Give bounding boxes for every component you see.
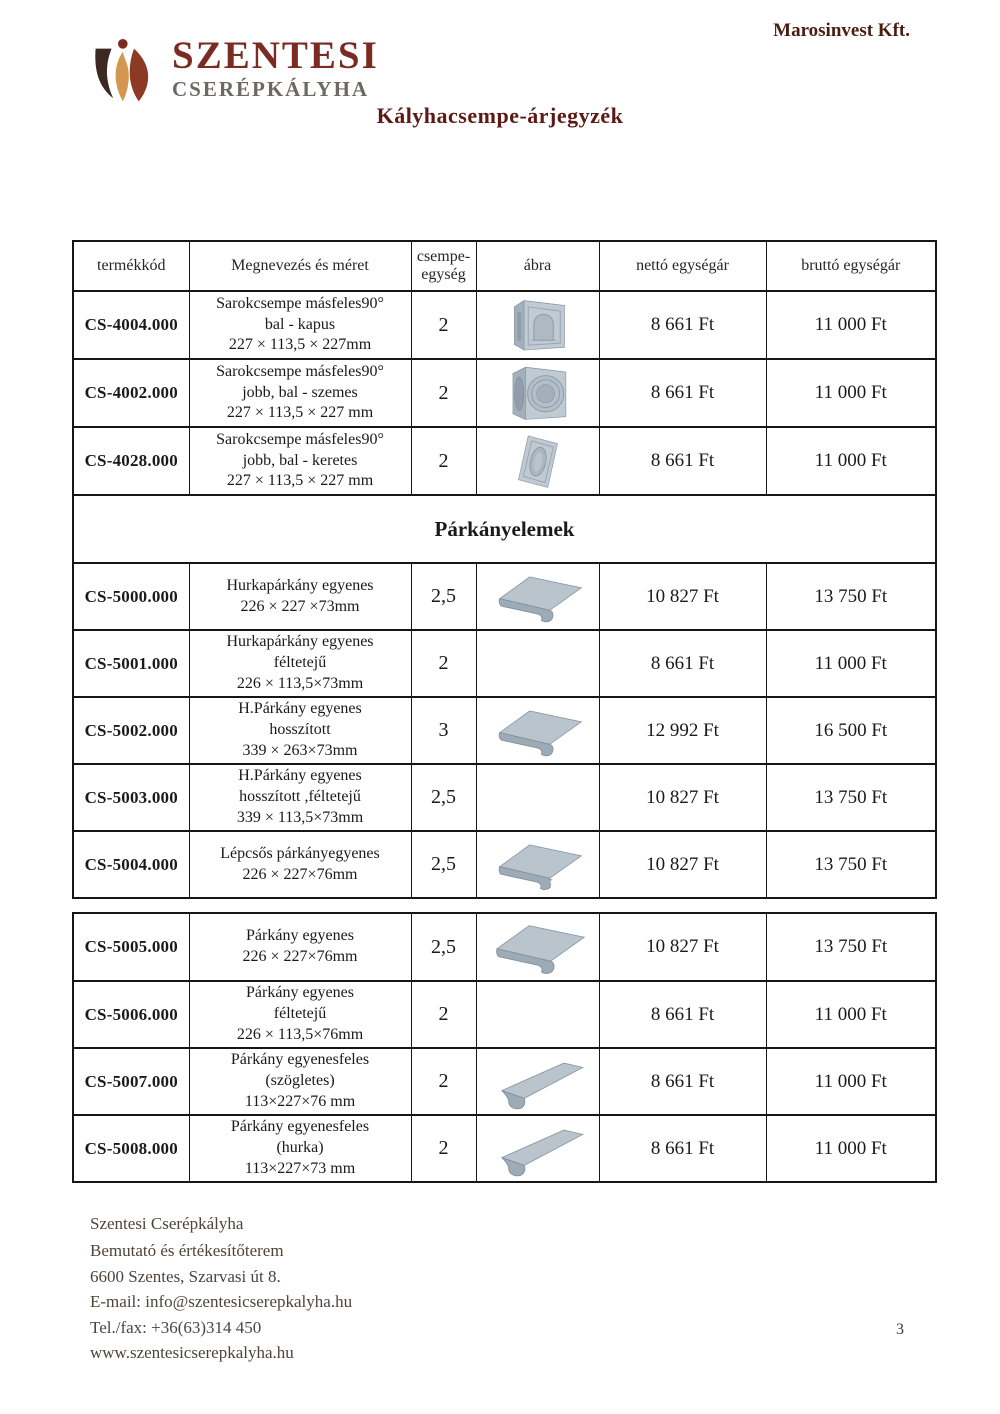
net-price: 10 827 Ft [599, 831, 766, 898]
footer-company-name: Szentesi Cserépkályha [90, 1214, 244, 1233]
product-name: Párkány egyenesfeles (hurka) 113×227×73 mm [189, 1115, 411, 1182]
price-table-upper [72, 240, 937, 899]
product-code: CS-4028.000 [73, 427, 189, 495]
tile-unit-value: 2 [411, 427, 476, 495]
table-row [73, 291, 936, 359]
gross-price: 11 000 Ft [766, 291, 936, 359]
net-price: 10 827 Ft [599, 913, 766, 981]
footer-email: E-mail: info@szentesicserepkalyha.hu [90, 1292, 353, 1312]
gross-price: 16 500 Ft [766, 697, 936, 764]
table-row [73, 913, 936, 981]
product-code: CS-5008.000 [73, 1115, 189, 1182]
product-code: CS-4004.000 [73, 291, 189, 359]
gross-price: 13 750 Ft [766, 764, 936, 831]
product-code: CS-5007.000 [73, 1048, 189, 1115]
gross-price: 11 000 Ft [766, 630, 936, 697]
table-row [73, 697, 936, 764]
product-name: Lépcsős párkányegyenes 226 × 227×76mm [189, 831, 411, 898]
tile-unit-value: 2,5 [411, 831, 476, 898]
tile-unit-value: 2,5 [411, 913, 476, 981]
product-name: Sarokcsempe másfeles90° bal - kapus 227 × 113,5 × 227mm [189, 291, 411, 359]
header-tile-unit: csempe- egység [411, 241, 476, 291]
corner-tile-ring-render [498, 361, 578, 425]
product-name: Hurkapárkány egyenes 226 × 227 ×73mm [189, 563, 411, 630]
page-number: 3 [896, 1321, 904, 1338]
product-image-cell [476, 427, 599, 495]
section-header-row [73, 495, 936, 563]
cornice-render [485, 701, 591, 761]
product-image-cell [476, 913, 599, 981]
product-image-cell [476, 359, 599, 427]
header-image: ábra [476, 241, 599, 291]
product-image-cell-empty [476, 981, 599, 1048]
table-row [73, 764, 936, 831]
flat-tile-oval-render [498, 429, 578, 493]
net-price: 10 827 Ft [599, 764, 766, 831]
tile-unit-value: 2 [411, 630, 476, 697]
product-image-cell [476, 563, 599, 630]
logo-subtitle: CSERÉPKÁLYHA [172, 77, 370, 101]
product-name: Sarokcsempe másfeles90° jobb, bal - keretes 227 × 113,5 × 227 mm [189, 427, 411, 495]
product-code: CS-4002.000 [73, 359, 189, 427]
gross-price: 11 000 Ft [766, 1048, 936, 1115]
gross-price: 13 750 Ft [766, 831, 936, 898]
product-code: CS-5003.000 [73, 764, 189, 831]
net-price: 8 661 Ft [599, 1115, 766, 1182]
table-row [73, 630, 936, 697]
product-image-cell [476, 1115, 599, 1182]
company-logo [86, 28, 379, 114]
cornice-render [485, 567, 591, 627]
header-product-code: termékkód [73, 241, 189, 291]
document-title: Kályhacsempe-árjegyzék [376, 103, 624, 128]
tile-unit-value: 2 [411, 359, 476, 427]
table-row [73, 981, 936, 1048]
footer-showroom: Bemutató és értékesítőterem [90, 1241, 284, 1261]
cornice-long-render [483, 1118, 593, 1180]
header-net-price: nettó egységár [599, 241, 766, 291]
net-price: 8 661 Ft [599, 291, 766, 359]
table-row [73, 831, 936, 898]
price-table-lower [72, 912, 937, 1183]
product-image-cell [476, 831, 599, 898]
gross-price: 11 000 Ft [766, 359, 936, 427]
product-name: Sarokcsempe másfeles90° jobb, bal - szemes 227 × 113,5 × 227 mm [189, 359, 411, 427]
product-image-cell [476, 697, 599, 764]
cornice-step-render [485, 835, 591, 895]
product-name: Párkány egyenes féltetejű 226 × 113,5×76mm [189, 981, 411, 1048]
footer-phone: Tel./fax: +36(63)314 450 [90, 1317, 262, 1337]
tile-unit-value: 2 [411, 1048, 476, 1115]
corner-tile-arch-render [498, 293, 578, 357]
tile-unit-value: 2,5 [411, 764, 476, 831]
product-code: CS-5005.000 [73, 913, 189, 981]
footer-contact-block [90, 1211, 352, 1365]
gross-price: 13 750 Ft [766, 913, 936, 981]
table-row [73, 1115, 936, 1182]
gross-price: 11 000 Ft [766, 981, 936, 1048]
footer-address: 6600 Szentes, Szarvasi út 8. [90, 1266, 281, 1286]
tile-unit-value: 2,5 [411, 563, 476, 630]
gross-price: 13 750 Ft [766, 563, 936, 630]
product-image-cell-empty [476, 764, 599, 831]
product-image-cell-empty [476, 630, 599, 697]
tile-unit-value: 2 [411, 1115, 476, 1182]
footer-website: www.szentesicserepkalyha.hu [90, 1343, 294, 1363]
net-price: 12 992 Ft [599, 697, 766, 764]
net-price: 8 661 Ft [599, 981, 766, 1048]
tile-unit-value: 2 [411, 981, 476, 1048]
product-code: CS-5006.000 [73, 981, 189, 1048]
gross-price: 11 000 Ft [766, 427, 936, 495]
net-price: 8 661 Ft [599, 1048, 766, 1115]
tile-unit-value: 2 [411, 291, 476, 359]
table-row [73, 359, 936, 427]
net-price: 10 827 Ft [599, 563, 766, 630]
product-code: CS-5000.000 [73, 563, 189, 630]
product-image-cell [476, 1048, 599, 1115]
product-code: CS-5002.000 [73, 697, 189, 764]
flame-logo-icon [86, 28, 166, 114]
product-name: Párkány egyenesfeles (szögletes) 113×227×76 mm [189, 1048, 411, 1115]
header-name-size: Megnevezés és méret [189, 241, 411, 291]
logo-title: SZENTESI [172, 34, 379, 77]
product-name: H.Párkány egyenes hosszított ,féltetejű 339 × 113,5×73mm [189, 764, 411, 831]
cornice-render [479, 915, 597, 979]
table-row [73, 1048, 936, 1115]
product-code: CS-5001.000 [73, 630, 189, 697]
gross-price: 11 000 Ft [766, 1115, 936, 1182]
partner-company-name: Marosinvest Kft. [773, 20, 910, 41]
product-code: CS-5004.000 [73, 831, 189, 898]
table-row [73, 427, 936, 495]
section-title: Párkányelemek [73, 495, 936, 563]
product-name: Párkány egyenes 226 × 227×76mm [189, 913, 411, 981]
product-name: H.Párkány egyenes hosszított 339 × 263×73mm [189, 697, 411, 764]
table-row [73, 563, 936, 630]
net-price: 8 661 Ft [599, 427, 766, 495]
product-name: Hurkapárkány egyenes féltetejű 226 × 113,5×73mm [189, 630, 411, 697]
net-price: 8 661 Ft [599, 359, 766, 427]
header-gross-price: bruttó egységár [766, 241, 936, 291]
tile-unit-value: 3 [411, 697, 476, 764]
product-image-cell [476, 291, 599, 359]
cornice-long-render [483, 1051, 593, 1113]
table-header-row [73, 241, 936, 291]
net-price: 8 661 Ft [599, 630, 766, 697]
